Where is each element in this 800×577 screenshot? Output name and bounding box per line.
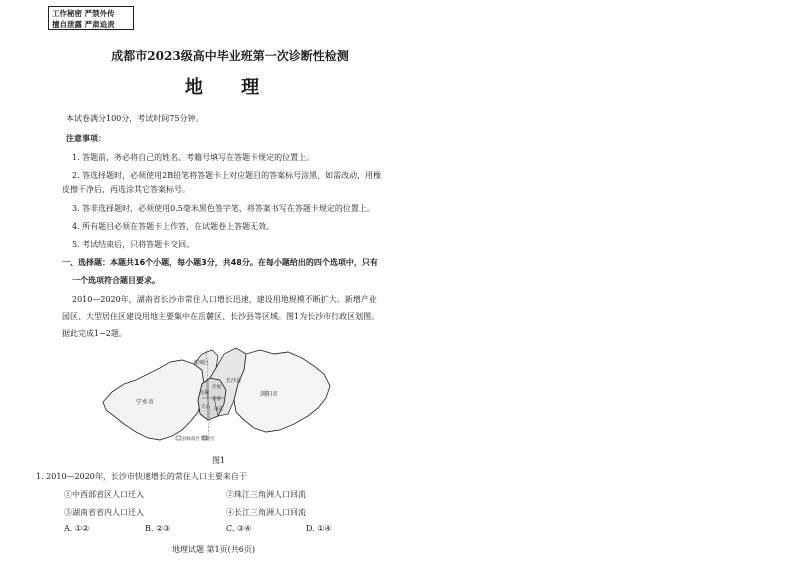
map-label-liuyang: 浏阳市 — [260, 391, 279, 398]
notice-item-4: 4. 所有题目必须在答题卡上作答，在试题卷上答题无效。 — [72, 222, 275, 231]
map-label-yuhua: 雨花 — [214, 407, 223, 412]
figure-caption: 图1 — [212, 456, 226, 465]
stamp-line-1: 工作秘密 严禁外传 — [52, 9, 115, 18]
notice-item-1: 1. 答题前，务必将自己的姓名、考籍号填写在答题卡规定的位置上。 — [72, 153, 315, 162]
question-1-item-4: ④长江三角洲人口回流 — [226, 508, 306, 517]
question-1-item-2: ②珠江三角洲人口回流 — [226, 490, 306, 499]
passage-line-1: 2010—2020年，湖南省长沙市常住人口增长迅速，建设用地规模不断扩大。新增产业 — [72, 295, 377, 304]
choice-a[interactable]: A. ①② — [64, 524, 90, 533]
confidential-stamp — [48, 6, 134, 30]
choice-c[interactable]: C. ③④ — [226, 524, 252, 533]
legend-swatch-county — [176, 436, 181, 440]
stamp-line-2: 擅自泄露 严肃追责 — [52, 20, 115, 29]
map-label-yuelu: 岳麓 — [200, 391, 209, 396]
page-footer: 地理试题 第1页(共6页) — [172, 545, 255, 554]
map-label-kaifu: 开福 — [212, 385, 221, 390]
section-heading-line-1: 一、选择题：本题共16个小题，每小题3分，共48分。在每小题给出的四个选项中，只有 — [62, 258, 378, 267]
map-svg — [98, 340, 338, 448]
notice-item-2: 2. 答选择题时，必须使用2B铅笔将答题卡上对应题目的答案标号涂黑，如需改动，用橡 — [72, 171, 382, 180]
passage-line-3: 据此完成1~2题。 — [62, 329, 127, 338]
notice-item-3: 3. 答非选择题时，必须使用0.5毫米黑色签字笔，将答案书写在答题卡规定的位置上。 — [72, 204, 375, 213]
changsha-admin-map — [98, 340, 338, 448]
question-1-item-1: ①中西部省区人口迁入 — [64, 490, 144, 499]
map-label-changsha-county: 长沙县 — [226, 378, 242, 384]
map-label-furong: 芙蓉 — [212, 397, 221, 402]
question-1-item-3: ③湖南省省内人口迁入 — [64, 508, 144, 517]
choice-b[interactable]: B. ②③ — [145, 524, 171, 533]
subject-title: 地 理 — [184, 77, 276, 98]
notice-item-5: 5. 考试结束后，只将答题卡交回。 — [72, 240, 195, 249]
liuyang-region — [234, 350, 330, 432]
passage-line-2: 园区、大型居住区建设用地主要集中在岳麓区、长沙县等区域。图1为长沙市行政区划图。 — [62, 312, 380, 321]
exam-title: 成都市2023级高中毕业班第一次诊断性检测 — [111, 49, 349, 63]
notice-heading: 注意事项： — [66, 134, 106, 143]
map-label-ningxiang: 宁乡市 — [136, 399, 155, 406]
question-1-stem: 1. 2010—2020年，长沙市快速增长的常住人口主要来自于 — [36, 472, 247, 481]
section-heading-line-2: 一个选项符合题目要求。 — [72, 276, 160, 285]
notice-item-2-cont: 皮擦干净后，再选涂其它答案标号。 — [62, 185, 190, 194]
map-legend: 县级政区 市辖区 — [182, 437, 215, 442]
intro-text: 本试卷满分100分，考试时间75分钟。 — [66, 114, 204, 123]
map-label-wangcheng: 望城区 — [194, 360, 210, 366]
choice-d[interactable]: D. ①④ — [306, 524, 332, 533]
map-label-tianxin: 天心 — [201, 405, 210, 410]
